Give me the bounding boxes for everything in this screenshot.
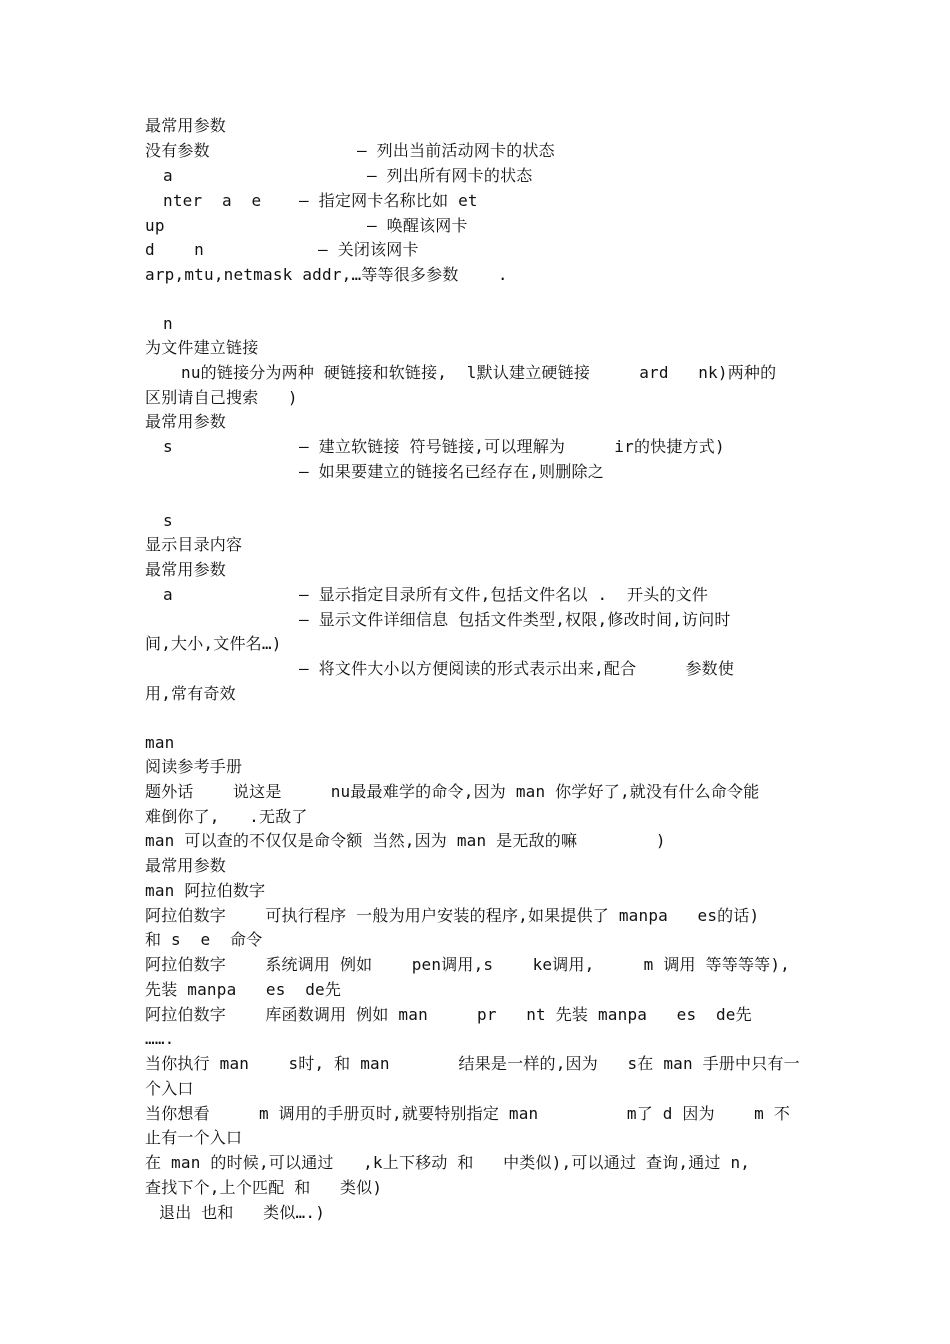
text-line: 没有参数	[145, 141, 210, 160]
text-line: 区别请自己搜索 )	[145, 388, 298, 407]
text-line: 难倒你了, .无敌了	[145, 807, 308, 826]
text-line: d n	[145, 240, 204, 259]
text-line: 阅读参考手册	[145, 757, 243, 776]
text-line: 为文件建立链接	[145, 338, 259, 357]
text-line: a	[163, 166, 173, 185]
text-line: 阿拉伯数字 可执行程序 一般为用户安装的程序,如果提供了 manpa es的话)	[145, 906, 760, 925]
text-line: 最常用参数	[145, 856, 227, 875]
text-line: 个入口	[145, 1079, 194, 1098]
text-line: 间,大小,文件名…)	[145, 634, 282, 653]
text-line: 用,常有奇效	[145, 684, 236, 703]
text-line: — 指定网卡名称比如 et	[299, 191, 478, 210]
text-line: 显示目录内容	[145, 535, 243, 554]
text-line: arp,mtu,netmask addr,…等等很多参数 .	[145, 265, 508, 284]
text-line: 止有一个入口	[145, 1128, 243, 1147]
text-line: up	[145, 216, 165, 235]
text-line: …….	[145, 1029, 175, 1048]
text-line: 当你执行 man s时, 和 man 结果是一样的,因为 s在 man 手册中只有一	[145, 1054, 800, 1073]
text-line: man 可以查的不仅仅是命令额 当然,因为 man 是无敌的嘛 )	[145, 831, 666, 850]
text-line: s	[163, 437, 173, 456]
text-line: 题外话 说这是 nu最最难学的命令,因为 man 你学好了,就没有什么命令能	[145, 782, 760, 801]
text-line: man 阿拉伯数字	[145, 881, 266, 900]
text-line: 最常用参数	[145, 560, 227, 579]
text-line: — 列出当前活动网卡的状态	[357, 141, 555, 160]
text-line: 在 man 的时候,可以通过 ,k上下移动 和 中类似),可以通过 查询,通过 n,	[145, 1153, 751, 1172]
text-line: 阿拉伯数字 库函数调用 例如 man pr nt 先装 manpa es de先	[145, 1005, 752, 1024]
text-line: 当你想看 m 调用的手册页时,就要特别指定 man m了 d 因为 m 不	[145, 1104, 791, 1123]
text-line: nu的链接分为两种 硬链接和软链接, l默认建立硬链接 ard nk)两种的	[181, 363, 777, 382]
text-line: 阿拉伯数字 系统调用 例如 pen调用,s ke调用, m 调用 等等等等),	[145, 955, 791, 974]
text-line: 先装 manpa es de先	[145, 980, 342, 999]
text-line: s	[163, 511, 173, 530]
text-line: — 将文件大小以方便阅读的形式表示出来,配合 参数使	[299, 659, 735, 678]
text-line: 退出 也和 类似….)	[159, 1203, 326, 1222]
text-line: — 显示文件详细信息 包括文件类型,权限,修改时间,访问时	[299, 610, 731, 629]
text-line: — 建立软链接 符号链接,可以理解为 ir的快捷方式)	[299, 437, 725, 456]
text-line: a	[163, 585, 173, 604]
text-line: 最常用参数	[145, 116, 227, 135]
text-line: 查找下个,上个匹配 和 类似)	[145, 1178, 383, 1197]
text-line: man	[145, 733, 175, 752]
text-line: 和 s e 命令	[145, 930, 263, 949]
text-line: — 关闭该网卡	[318, 240, 419, 259]
text-line: nter a e	[163, 191, 262, 210]
text-line: — 显示指定目录所有文件,包括文件名以 . 开头的文件	[299, 585, 709, 604]
text-line: — 唤醒该网卡	[367, 216, 468, 235]
text-line: n	[163, 314, 173, 333]
text-line: — 如果要建立的链接名已经存在,则删除之	[299, 462, 604, 481]
text-line: 最常用参数	[145, 412, 227, 431]
text-line: — 列出所有网卡的状态	[367, 166, 533, 185]
